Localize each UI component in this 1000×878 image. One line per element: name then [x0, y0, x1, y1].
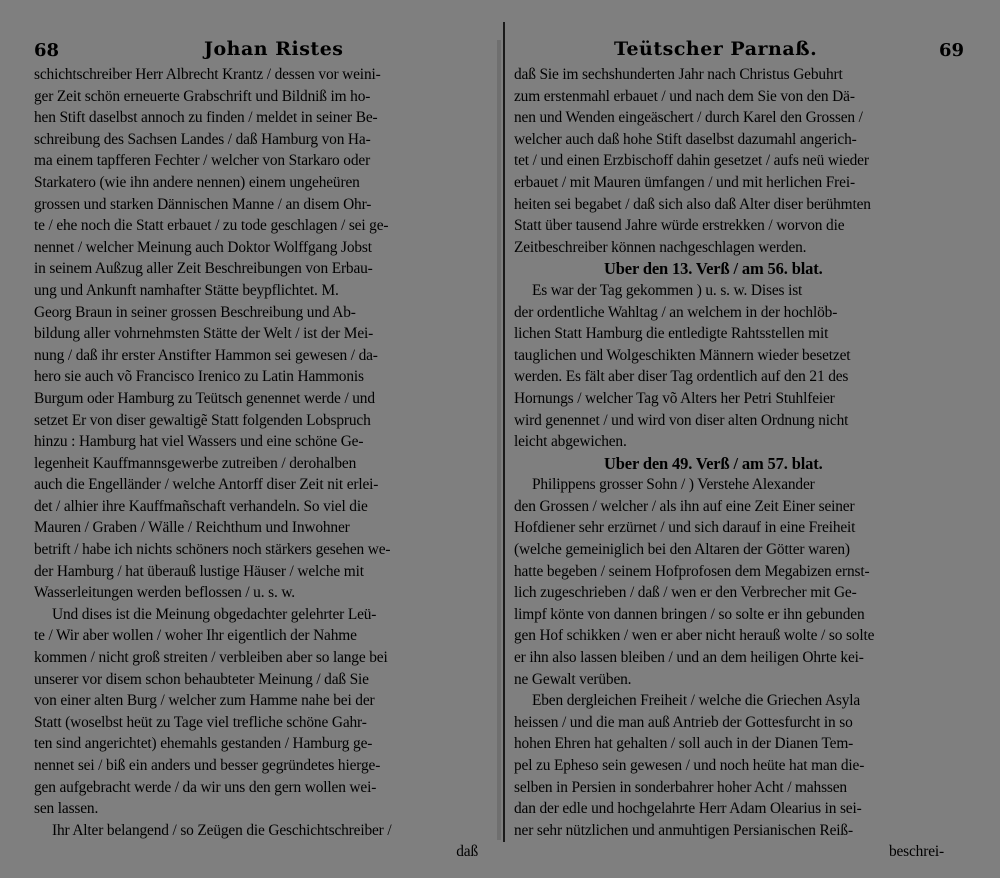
- text-line: ne Gewalt verüben.: [514, 670, 632, 688]
- right-page-number: 69: [938, 40, 964, 61]
- text-line: welcher auch daß hohe Stift daselbst dazumahl angerich-: [514, 130, 857, 148]
- right-page-body: [514, 64, 964, 863]
- text-line: der Hamburg / hat überauß lustige Häuser / welche mit: [34, 562, 364, 580]
- text-line: tauglichen und Wolgeschikten Männern wieder besetzet: [514, 346, 851, 364]
- text-line: hinzu : Hamburg hat viel Wassers und eine schöne Ge-: [34, 433, 364, 451]
- left-page: [34, 38, 498, 868]
- text-line: ner sehr nützlichen und anmuhtigen Persianischen Reiß-: [514, 821, 853, 839]
- text-line: Und dises ist die Meinung obgedachter gelehrter Leü-: [52, 605, 377, 623]
- text-line: schichtschreiber Herr Albrecht Krantz / dessen vor weini-: [34, 66, 381, 83]
- text-line: gen Hof schikken / wen er aber nicht herauß wolte / so solte: [514, 627, 875, 645]
- text-line: Zeitbeschreiber können nachgeschlagen werden.: [514, 238, 807, 256]
- text-line: lichen Statt Hamburg die entledigte Rahtsstellen mit: [514, 325, 829, 343]
- text-line: daß Sie im sechshunderten Jahr nach Christus Gebuhrt: [514, 66, 843, 83]
- text-line: tet / und einen Erzbischoff dahin gesetzet / aufs neü wieder: [514, 152, 869, 170]
- catchword: daß: [456, 843, 478, 861]
- text-line: Es war der Tag gekommen ) u. s. w. Dises ist: [532, 281, 803, 299]
- text-line: dan der edle und hochgelahrte Herr Adam Olearius in sei-: [514, 800, 862, 818]
- text-line: nung / daß ihr erster Anstifter Hammon sei gewesen / da-: [34, 346, 378, 364]
- text-line: auch die Engelländer / welche Antorff diser Zeit nit erlei-: [34, 476, 379, 494]
- text-line: pel zu Epheso sein gewesen / und noch heüte hat man die-: [514, 757, 865, 774]
- text-line: werden. Es fält aber diser Tag ordentlich auf den 21 des: [514, 368, 849, 386]
- text-line: ung und Ankunft namhafter Stätte beypflichtet. M.: [34, 281, 339, 299]
- text-line: ger Zeit schön erneuerte Grabschrift und Bildniß im ho-: [34, 87, 371, 105]
- text-line: legenheit Kauffmannsgewerbe zutreiben / derohalben: [34, 454, 357, 472]
- page-gutter: [503, 22, 505, 842]
- text-line: hohen Ehren hat gehalten / soll auch in der Dianen Tem-: [514, 735, 854, 753]
- text-line: Ihr Alter belangend / so Zeügen die Geschichtschreiber /: [52, 821, 392, 839]
- text-line: nen und Wenden eingeäschert / durch Karel den Grossen /: [514, 109, 863, 127]
- text-line: Statt (woselbst heüt zu Tage viel trefliche schöne Gahr-: [34, 713, 367, 731]
- text-line: hen Stift daselbst annoch zu finden / meldet in seiner Be-: [34, 109, 378, 127]
- text-line: ten sind angerichtet) ehemahls gestanden / Hamburg ge-: [34, 735, 373, 753]
- text-line: Burgum oder Hamburg zu Teütsch genennet werde / und: [34, 389, 375, 407]
- text-line: det / alhier ihre Kauffmañschaft verhandeln. So viel die: [34, 497, 368, 515]
- text-line: kommen / nicht groß streiten / verbleiben aber so lange bei: [34, 649, 388, 667]
- text-line: erbauet / mit Mauren ümfangen / und mit herlichen Frei-: [514, 173, 855, 191]
- text-line: Starkatero (wie ihn andere nennen) einem ungeheüren: [34, 173, 360, 191]
- text-line: nennet / welcher Meinung auch Doktor Wolffgang Jobst: [34, 238, 372, 256]
- text-line: der ordentliche Wahltag / an welchem in der hochlöb-: [514, 303, 838, 321]
- text-line: te / ehe noch die Statt erbauet / zu tode geschlagen / sei ge-: [34, 217, 389, 235]
- text-line: heissen / und die man auß Antrieb der Gottesfurcht in so: [514, 713, 853, 731]
- catchword: beschrei-: [888, 843, 944, 861]
- text-line: Wasserleitungen werden beflossen / u. s. w.: [34, 584, 296, 602]
- text-line: selben in Persien in sonderbahrer hoher Acht / mahssen: [514, 778, 847, 796]
- text-line: er ihn also lassen bleiben / und an dem heiligen Ohrte kei-: [514, 649, 864, 667]
- text-line: Hornungs / welcher Tag võ Alters her Petri Stuhlfeier: [514, 389, 835, 407]
- text-line: wird genennet / und wird von diser alten Ordnung nicht: [514, 411, 849, 429]
- text-line: gen aufgebracht werde / da wir uns den gern wollen wei-: [34, 778, 377, 796]
- text-line: Philippens grosser Sohn / ) Verstehe Alexander: [532, 476, 815, 494]
- text-line: (welche gemeiniglich bei den Altaren der Götter waren): [514, 541, 850, 559]
- text-line: Statt über tausend Jahre würde erstrekken / worvon die: [514, 217, 845, 235]
- text-line: unserer vor disem schon behaubteter Meinung / daß Sie: [34, 670, 369, 688]
- text-line: heiten sei begabet / daß sich also daß Alter diser berühmten: [514, 195, 871, 213]
- text-line: Hofdiener sehr erzürnet / und sich darauf in eine Freiheit: [514, 519, 856, 537]
- text-line: Mauren / Graben / Wälle / Reichthum und Inwohner: [34, 519, 350, 537]
- text-line: Eben dergleichen Freiheit / welche die Griechen Asyla: [532, 692, 861, 710]
- section-heading: Uber den 13. Verß / am 56. blat.: [604, 259, 823, 279]
- left-page-body: [34, 64, 498, 863]
- text-line: nennet sei / biß ein anders und besser gegründetes hierge-: [34, 757, 381, 774]
- right-page: [514, 38, 964, 868]
- text-line: setzet Er von diser gewaltigẽ Statt folgenden Lobspruch: [34, 411, 371, 429]
- text-line: den Grossen / welcher / als ihn auf eine Zeit Einer seiner: [514, 497, 855, 515]
- text-line: lich zugeschrieben / daß / wen er den Verbrecher mit Ge-: [514, 584, 857, 602]
- text-line: bildung aller vohrnehmsten Stätte der Welt / ist der Mei-: [34, 325, 374, 343]
- right-page-header: [514, 38, 964, 64]
- text-line: limpf könte von dannen bringen / so solte er ihn gebunden: [514, 605, 865, 623]
- text-line: schreibung des Sachsen Landes / daß Hamburg von Ha-: [34, 130, 371, 148]
- text-line: von einer alten Burg / welcher zum Hamme nahe bei der: [34, 692, 375, 710]
- text-line: grossen und starken Dännischen Manne / an disem Ohr-: [34, 195, 372, 213]
- right-running-title: Teütscher Parnaß.: [614, 38, 818, 60]
- text-line: hatte begeben / seinem Hofprofosen dem Megabizen ernst-: [514, 562, 870, 580]
- text-line: betrift / habe ich nichts schöners noch stärkers gesehen we-: [34, 541, 391, 559]
- section-heading: Uber den 49. Verß / am 57. blat.: [604, 453, 823, 473]
- text-line: te / Wir aber wollen / woher Ihr eigentlich der Nahme: [34, 627, 357, 645]
- text-line: in seinem Außzug aller Zeit Beschreibungen von Erbau-: [34, 260, 373, 278]
- left-running-title: Johan Ristes: [204, 38, 344, 60]
- text-line: sen lassen.: [34, 800, 99, 818]
- left-page-header: [34, 38, 498, 64]
- left-page-number: 68: [34, 40, 60, 61]
- text-line: zum erstenmahl erbauet / und nach dem Sie von den Dä-: [514, 87, 855, 105]
- text-line: leicht abgewichen.: [514, 433, 627, 451]
- text-line: ma einem tapfferen Fechter / welcher von Starkaro oder: [34, 152, 371, 170]
- text-line: Georg Braun in seiner grossen Beschreibung und Ab-: [34, 303, 356, 321]
- text-line: hero sie auch võ Francisco Irenico zu Latin Hammonis: [34, 368, 364, 386]
